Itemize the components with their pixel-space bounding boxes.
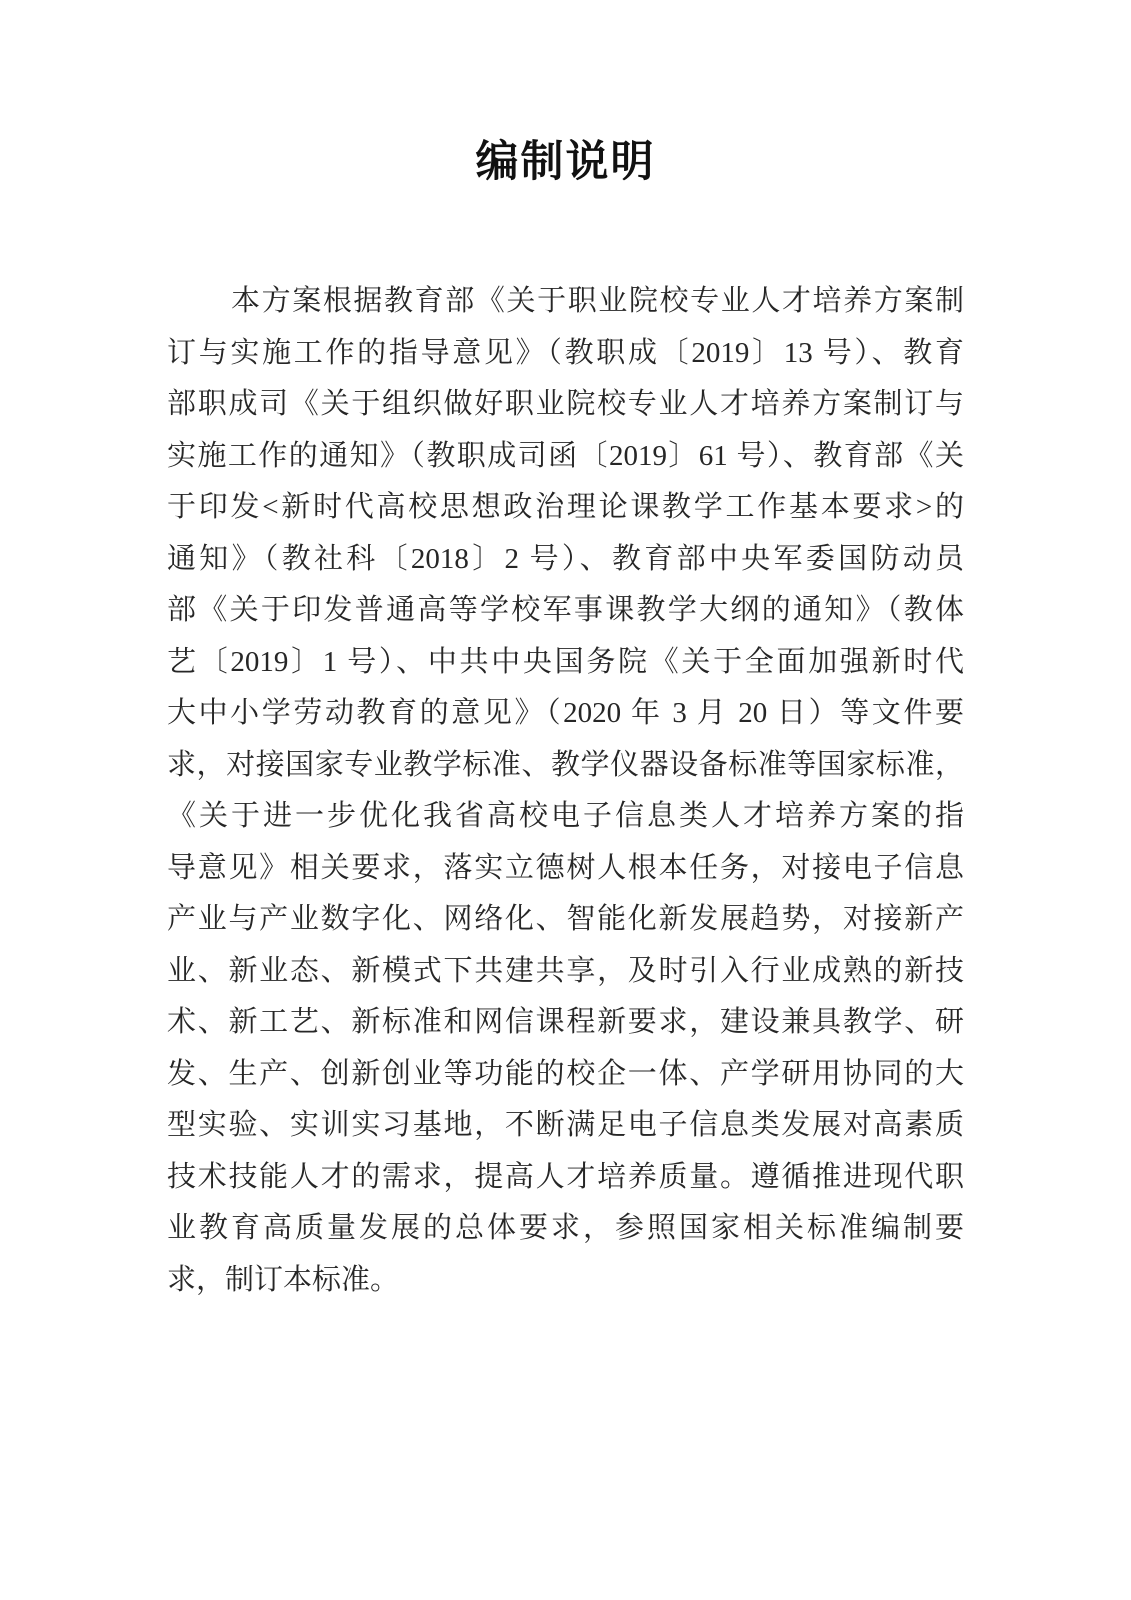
paragraph-line: 业、新业态、新模式下共建共享，及时引入行业成熟的新技 <box>167 954 964 987</box>
page-title: 编制说明 <box>475 138 656 186</box>
paragraph-line: 导意见》相关要求，落实立德树人根本任务，对接电子信息 <box>167 851 964 884</box>
paragraph-line: 求，制订本标准。 <box>167 1263 400 1296</box>
paragraph-line: 部职成司《关于组织做好职业院校专业人才培养方案制订与 <box>167 388 964 420</box>
paragraph-line: 大中小学劳动教育的意见》（2020 年 3 月 20 日）等文件要 <box>167 697 964 729</box>
paragraph-line: 产业与产业数字化、网络化、智能化新发展趋势，对接新产 <box>167 903 964 935</box>
paragraph-line: 于印发<新时代高校思想政治理论课教学工作基本要求>的 <box>167 491 964 523</box>
paragraph-line: 求，对接国家专业教学标准、教学仪器设备标准等国家标准， <box>167 748 964 781</box>
paragraph-line: 型实验、实训实习基地，不断满足电子信息类发展对高素质 <box>167 1109 964 1141</box>
paragraph-line: 艺〔2019〕1 号）、中共中央国务院《关于全面加强新时代 <box>167 645 964 678</box>
paragraph-line: 通知》（教社科〔2018〕2 号）、教育部中央军委国防动员 <box>167 542 964 575</box>
paragraph-line: 实施工作的通知》（教职成司函〔2019〕61 号）、教育部《关 <box>167 439 964 472</box>
paragraph-line: 本方案根据教育部《关于职业院校专业人才培养方案制 <box>231 285 964 317</box>
paragraph-line: 术、新工艺、新标准和网信课程新要求，建设兼具教学、研 <box>167 1006 964 1038</box>
paragraph-line: 技术技能人才的需求，提高人才培养质量。遵循推进现代职 <box>167 1160 964 1193</box>
paragraph-line: 订与实施工作的指导意见》（教职成〔2019〕13 号）、教育 <box>167 336 964 369</box>
body-paragraph <box>167 276 964 1306</box>
paragraph-line: 业教育高质量发展的总体要求，参照国家相关标准编制要 <box>167 1212 964 1244</box>
paragraph-line: 《关于进一步优化我省高校电子信息类人才培养方案的指 <box>167 800 964 832</box>
paragraph-line: 部《关于印发普通高等学校军事课教学大纲的通知》（教体 <box>167 594 964 626</box>
paragraph-line: 发、生产、创新创业等功能的校企一体、产学研用协同的大 <box>167 1057 964 1090</box>
